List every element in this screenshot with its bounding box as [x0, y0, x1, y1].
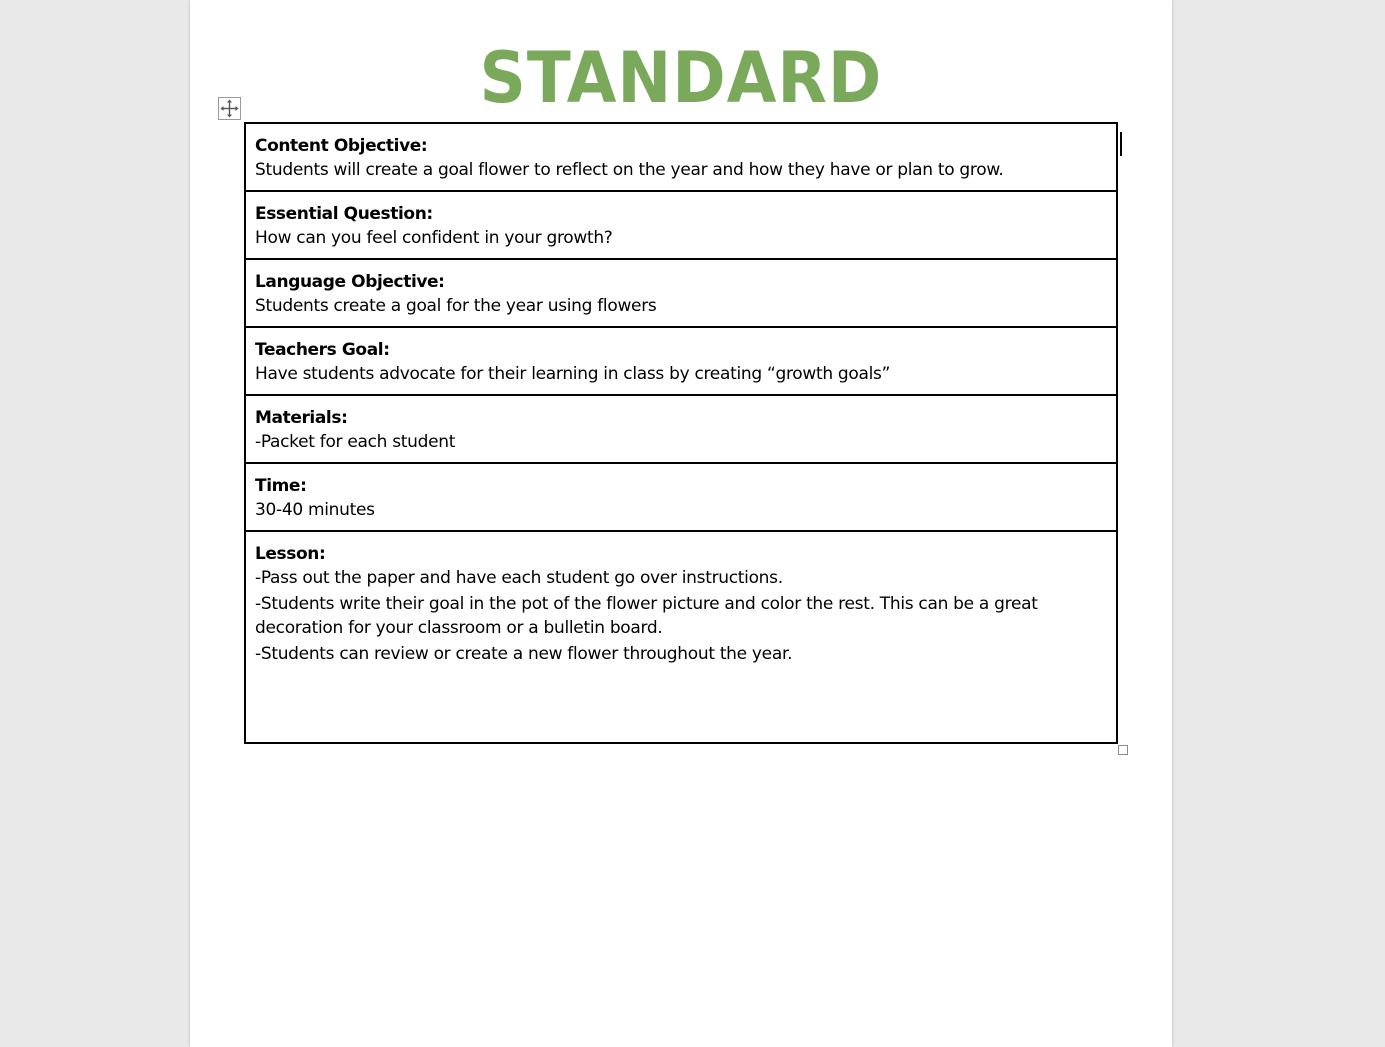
text-cursor — [1120, 132, 1122, 156]
cell-label: Lesson: — [255, 544, 326, 564]
cell-label: Language Objective: — [255, 272, 445, 292]
table-row — [245, 395, 1117, 463]
document-page[interactable] — [190, 0, 1172, 1047]
cell-text: Have students advocate for their learning in class by creating “growth goals” — [255, 364, 891, 384]
cell-text: Students will create a goal flower to reflect on the year and how they have or plan to grow. — [255, 160, 1004, 180]
table-row — [245, 123, 1117, 191]
time-cell[interactable] — [245, 463, 1117, 531]
page-title-text: STANDARD — [479, 37, 883, 119]
resize-square-icon[interactable] — [1118, 745, 1128, 755]
cell-text: How can you feel confident in your growth? — [255, 228, 613, 248]
lesson-step: -Students can review or create a new flower throughout the year. — [255, 644, 793, 664]
cell-label: Materials: — [255, 408, 348, 428]
language-objective-cell[interactable] — [245, 259, 1117, 327]
content-objective-cell[interactable] — [245, 123, 1117, 191]
cell-label: Essential Question: — [255, 204, 433, 224]
table-row — [245, 191, 1117, 259]
materials-cell[interactable] — [245, 395, 1117, 463]
page-title — [190, 38, 1172, 118]
cell-text: 30-40 minutes — [255, 500, 375, 520]
cell-label: Time: — [255, 476, 307, 496]
lesson-step: -Students write their goal in the pot of the flower picture and color the rest. This can be a great decoration for your classroom or a bulletin board. — [255, 594, 1038, 638]
table-row — [245, 327, 1117, 395]
lesson-cell[interactable] — [245, 531, 1117, 743]
cell-text: Students create a goal for the year using flowers — [255, 296, 657, 316]
table-row — [245, 531, 1117, 743]
table-row — [245, 259, 1117, 327]
essential-question-cell[interactable] — [245, 191, 1117, 259]
table-move-handle[interactable] — [218, 97, 241, 120]
cell-label: Content Objective: — [255, 136, 428, 156]
lesson-step: -Pass out the paper and have each student go over instructions. — [255, 568, 783, 588]
lesson-plan-table[interactable] — [244, 122, 1118, 744]
teachers-goal-cell[interactable] — [245, 327, 1117, 395]
table-row — [245, 463, 1117, 531]
cell-text: -Packet for each student — [255, 432, 456, 452]
cell-label: Teachers Goal: — [255, 340, 390, 360]
move-arrows-icon — [219, 98, 240, 119]
